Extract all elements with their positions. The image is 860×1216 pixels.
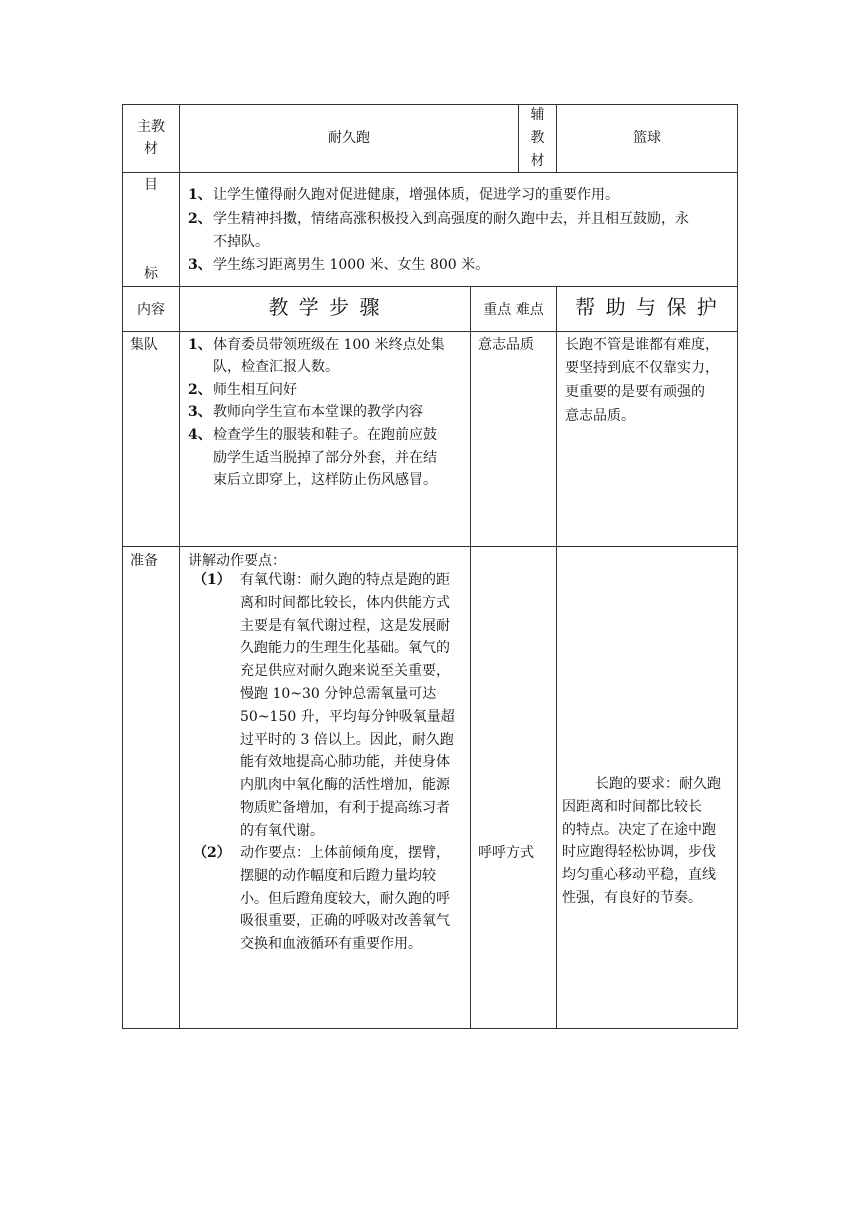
column-header-content: 内容 — [137, 302, 165, 318]
column-header-steps: 教 学 步 骤 — [268, 295, 382, 319]
table-rule — [556, 286, 557, 1029]
table-rule — [122, 286, 738, 287]
prep-help: 长跑的要求：耐久跑 因距离和时间都比较长 的特点。决定了在途中跑 时应跑得轻松协调，步伐 均匀重心移动平稳，直线 性强，有良好的节奏。 — [562, 776, 721, 906]
help-text: 要坚持到底不仅靠实力， — [565, 360, 719, 376]
goal-text: 让学生懂得耐久跑对促进健康，增强体质，促进学习的重要作用。 — [213, 187, 619, 203]
help-text: 意志品质。 — [565, 408, 635, 424]
step-number: 1、 — [188, 337, 212, 353]
step-text: 体育委员带领班级在 100 米终点处集 — [213, 337, 445, 353]
goal-text: 学生练习距离男生 1000 米、女生 800 米。 — [213, 257, 490, 273]
table-border-left — [122, 104, 123, 1029]
step-text: 师生相互问好 — [213, 382, 297, 398]
table-rule — [122, 172, 738, 173]
section-label-prep: 准备 — [130, 553, 158, 569]
main-material-value: 耐久跑 — [328, 130, 370, 146]
step-text: 教师向学生宣布本堂课的教学内容 — [213, 404, 423, 420]
goals-label: 目 — [144, 177, 158, 193]
section-label-assembly: 集队 — [130, 337, 158, 353]
goal-text: 学生精神抖擞，情绪高涨积极投入到高强度的耐久跑中去，并且相互鼓励，永 — [213, 211, 689, 227]
aux-material-label: 辅 教 材 — [530, 107, 545, 169]
prep-point-2: 动作要点：上体前倾角度，摆臂， 摆腿的动作幅度和后蹬力量均较 小。但后蹬角度较大，耐久跑的呼 吸很重要，正确的呼吸对改善氧气 交换和血液循环有重要作用。 — [240, 845, 450, 953]
table-border-bottom — [122, 1028, 738, 1029]
step-number: 2、 — [188, 382, 212, 398]
table-border-right — [737, 104, 738, 1029]
table-rule — [179, 104, 180, 1029]
table-rule — [122, 546, 738, 547]
table-border-top — [122, 104, 738, 105]
keypoint-text: 呼呼方式 — [478, 845, 534, 861]
help-text: 更重要的是要有顽强的 — [565, 384, 705, 400]
main-material-label: 主教 材 — [137, 119, 165, 157]
step-text: 束后立即穿上，这样防止伤风感冒。 — [213, 472, 437, 488]
step-number: （2） — [193, 845, 231, 861]
step-number: 3、 — [188, 404, 212, 420]
column-header-help: 帮 助 与 保 护 — [575, 295, 719, 319]
goal-number: 2、 — [188, 211, 212, 227]
goal-number: 1、 — [188, 187, 212, 203]
step-text: 队，检查汇报人数。 — [213, 359, 339, 375]
step-text: 检查学生的服装和鞋子。在跑前应鼓 — [213, 427, 437, 443]
prep-point-1: 有氧代谢：耐久跑的特点是跑的距 离和时间都比较长，体内供能方式 主要是有氧代谢过程，这是发展耐 久跑能力的生理生化基础。氧气的 充足供应对耐久跑来说至关重要， 慢跑 10~30 分钟总需氧量可达 50~150 升，平均每分钟吸氧量超 过平时的 3 倍以上。因此，耐久跑 能有效地提高心肺功能，并使身体 内肌肉中氧化酶的活性增加，能源 物质贮备增加，有利于提高练习者 的有氧代谢。 — [240, 572, 455, 839]
goals-label: 标 — [144, 266, 158, 282]
help-text: 长跑不管是谁都有难度， — [565, 337, 719, 353]
step-number: （1） — [193, 572, 231, 588]
table-rule — [470, 286, 471, 1029]
table-rule — [122, 331, 738, 332]
goal-text: 不掉队。 — [213, 234, 269, 250]
aux-material-value: 篮球 — [633, 130, 661, 146]
keypoint-text: 意志品质 — [478, 337, 534, 353]
step-number: 4、 — [188, 427, 212, 443]
step-text: 励学生适当脱掉了部分外套，并在结 — [213, 450, 437, 466]
prep-intro: 讲解动作要点： — [188, 553, 286, 569]
column-header-keypoints: 重点 难点 — [483, 302, 544, 318]
goal-number: 3、 — [188, 257, 212, 273]
